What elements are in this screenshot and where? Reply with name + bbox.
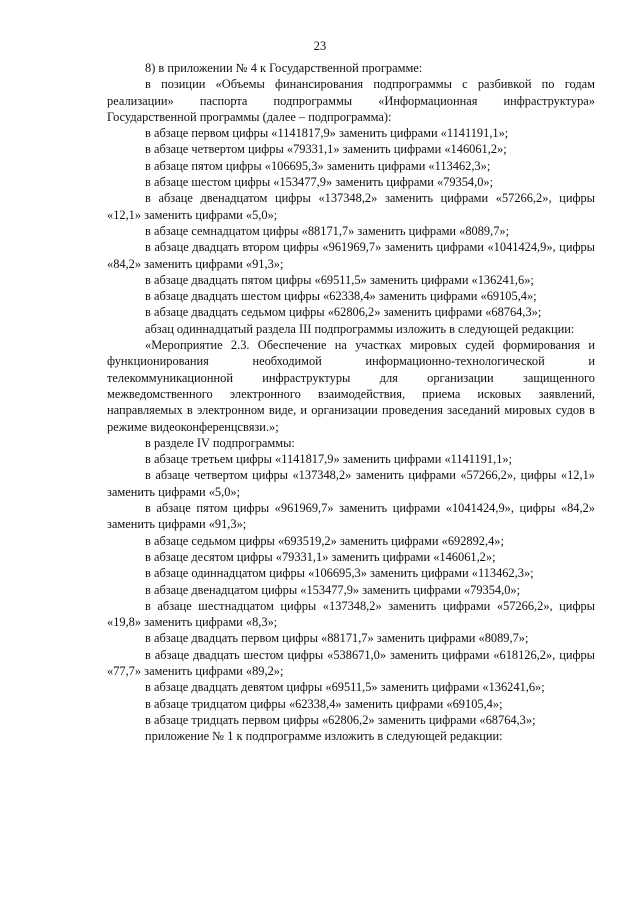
paragraph: в абзаце тридцатом цифры «62338,4» заменить цифрами «69105,4»; (145, 696, 503, 711)
paragraph: абзац одиннадцатый раздела III подпрограммы изложить в следующей редакции: (145, 321, 575, 336)
paragraph: в абзаце двадцать пятом цифры «69511,5» заменить цифрами «136241,6»; (145, 272, 534, 287)
quoted-paragraph: «Мероприятие 2.3. Обеспечение на участках мировых судей формирования и функционирования необходимой информационно-технологической и телекоммуникационной инфраструктуры для организации защищенного межведомственного электронного взаимодействия, приема исковых заявлений, направляемых в электронном виде, и организации проведения заседаний мировых судов в режиме видеоконференцсвязи.»; (107, 338, 595, 434)
paragraph: в абзаце десятом цифры «79331,1» заменить цифрами «146061,2»; (145, 549, 496, 564)
paragraph: в абзаце двенадцатом цифры «137348,2» заменить цифрами «57266,2», цифры «12,1» заменить цифрами «5,0»; (107, 191, 595, 222)
paragraph: в абзаце седьмом цифры «693519,2» заменить цифрами «692892,4»; (145, 533, 504, 548)
paragraph: 8) в приложении № 4 к Государственной программе: (145, 61, 423, 75)
paragraph: в абзаце семнадцатом цифры «88171,7» заменить цифрами «8089,7»; (145, 223, 510, 238)
paragraph: в абзаце шестом цифры «153477,9» заменить цифрами «79354,0»; (145, 175, 494, 190)
paragraph: в абзаце четвертом цифры «79331,1» заменить цифрами «146061,2»; (145, 142, 507, 157)
page-number: 23 (313, 39, 327, 53)
paragraph: в абзаце пятом цифры «106695,3» заменить цифрами «113462,3»; (145, 158, 491, 173)
paragraph: в позиции «Объемы финансирования подпрограммы с разбивкой по годам реализации» паспорта подпрограммы «Информационная инфраструктура» Государственной программы (далее – подпрограмма): (107, 77, 595, 124)
paragraph: в абзаце двадцать втором цифры «961969,7» заменить цифрами «1041424,9», цифры «84,2» заменить цифрами «91,3»; (107, 240, 595, 271)
paragraph: в абзаце шестнадцатом цифры «137348,2» заменить цифрами «57266,2», цифры «19,8» заменить цифрами «8,3»; (107, 598, 595, 630)
paragraph: в абзаце третьем цифры «1141817,9» заменить цифрами «1141191,1»; (145, 452, 513, 467)
paragraph: в абзаце двадцать шестом цифры «538671,0» заменить цифрами «618126,2», цифры «77,7» заменить цифрами «89,2»; (107, 647, 595, 678)
paragraph: в разделе IV подпрограммы: (145, 435, 295, 450)
paragraph: в абзаце двенадцатом цифры «153477,9» заменить цифрами «79354,0»; (145, 582, 521, 597)
paragraph: в абзаце двадцать первом цифры «88171,7» заменить цифрами «8089,7»; (145, 631, 529, 646)
paragraph: в абзаце двадцать шестом цифры «62338,4» заменить цифрами «69105,4»; (145, 289, 537, 304)
paragraph: приложение № 1 к подпрограмме изложить в следующей редакции: (145, 729, 503, 744)
paragraph: в абзаце пятом цифры «961969,7» заменить цифрами «1041424,9», цифры «84,2» заменить цифрами «91,3»; (107, 501, 595, 532)
paragraph: в абзаце двадцать девятом цифры «69511,5» заменить цифрами «136241,6»; (145, 680, 545, 695)
paragraph: в абзаце тридцать первом цифры «62806,2» заменить цифрами «68764,3»; (145, 712, 536, 727)
paragraph: в абзаце первом цифры «1141817,9» заменить цифрами «1141191,1»; (145, 126, 509, 141)
paragraph: в абзаце одиннадцатом цифры «106695,3» заменить цифрами «113462,3»; (145, 566, 534, 581)
document-body (107, 60, 595, 744)
paragraph: в абзаце двадцать седьмом цифры «62806,2» заменить цифрами «68764,3»; (145, 305, 542, 320)
paragraph: в абзаце четвертом цифры «137348,2» заменить цифрами «57266,2», цифры «12,1» заменить цифрами «5,0»; (107, 468, 595, 499)
